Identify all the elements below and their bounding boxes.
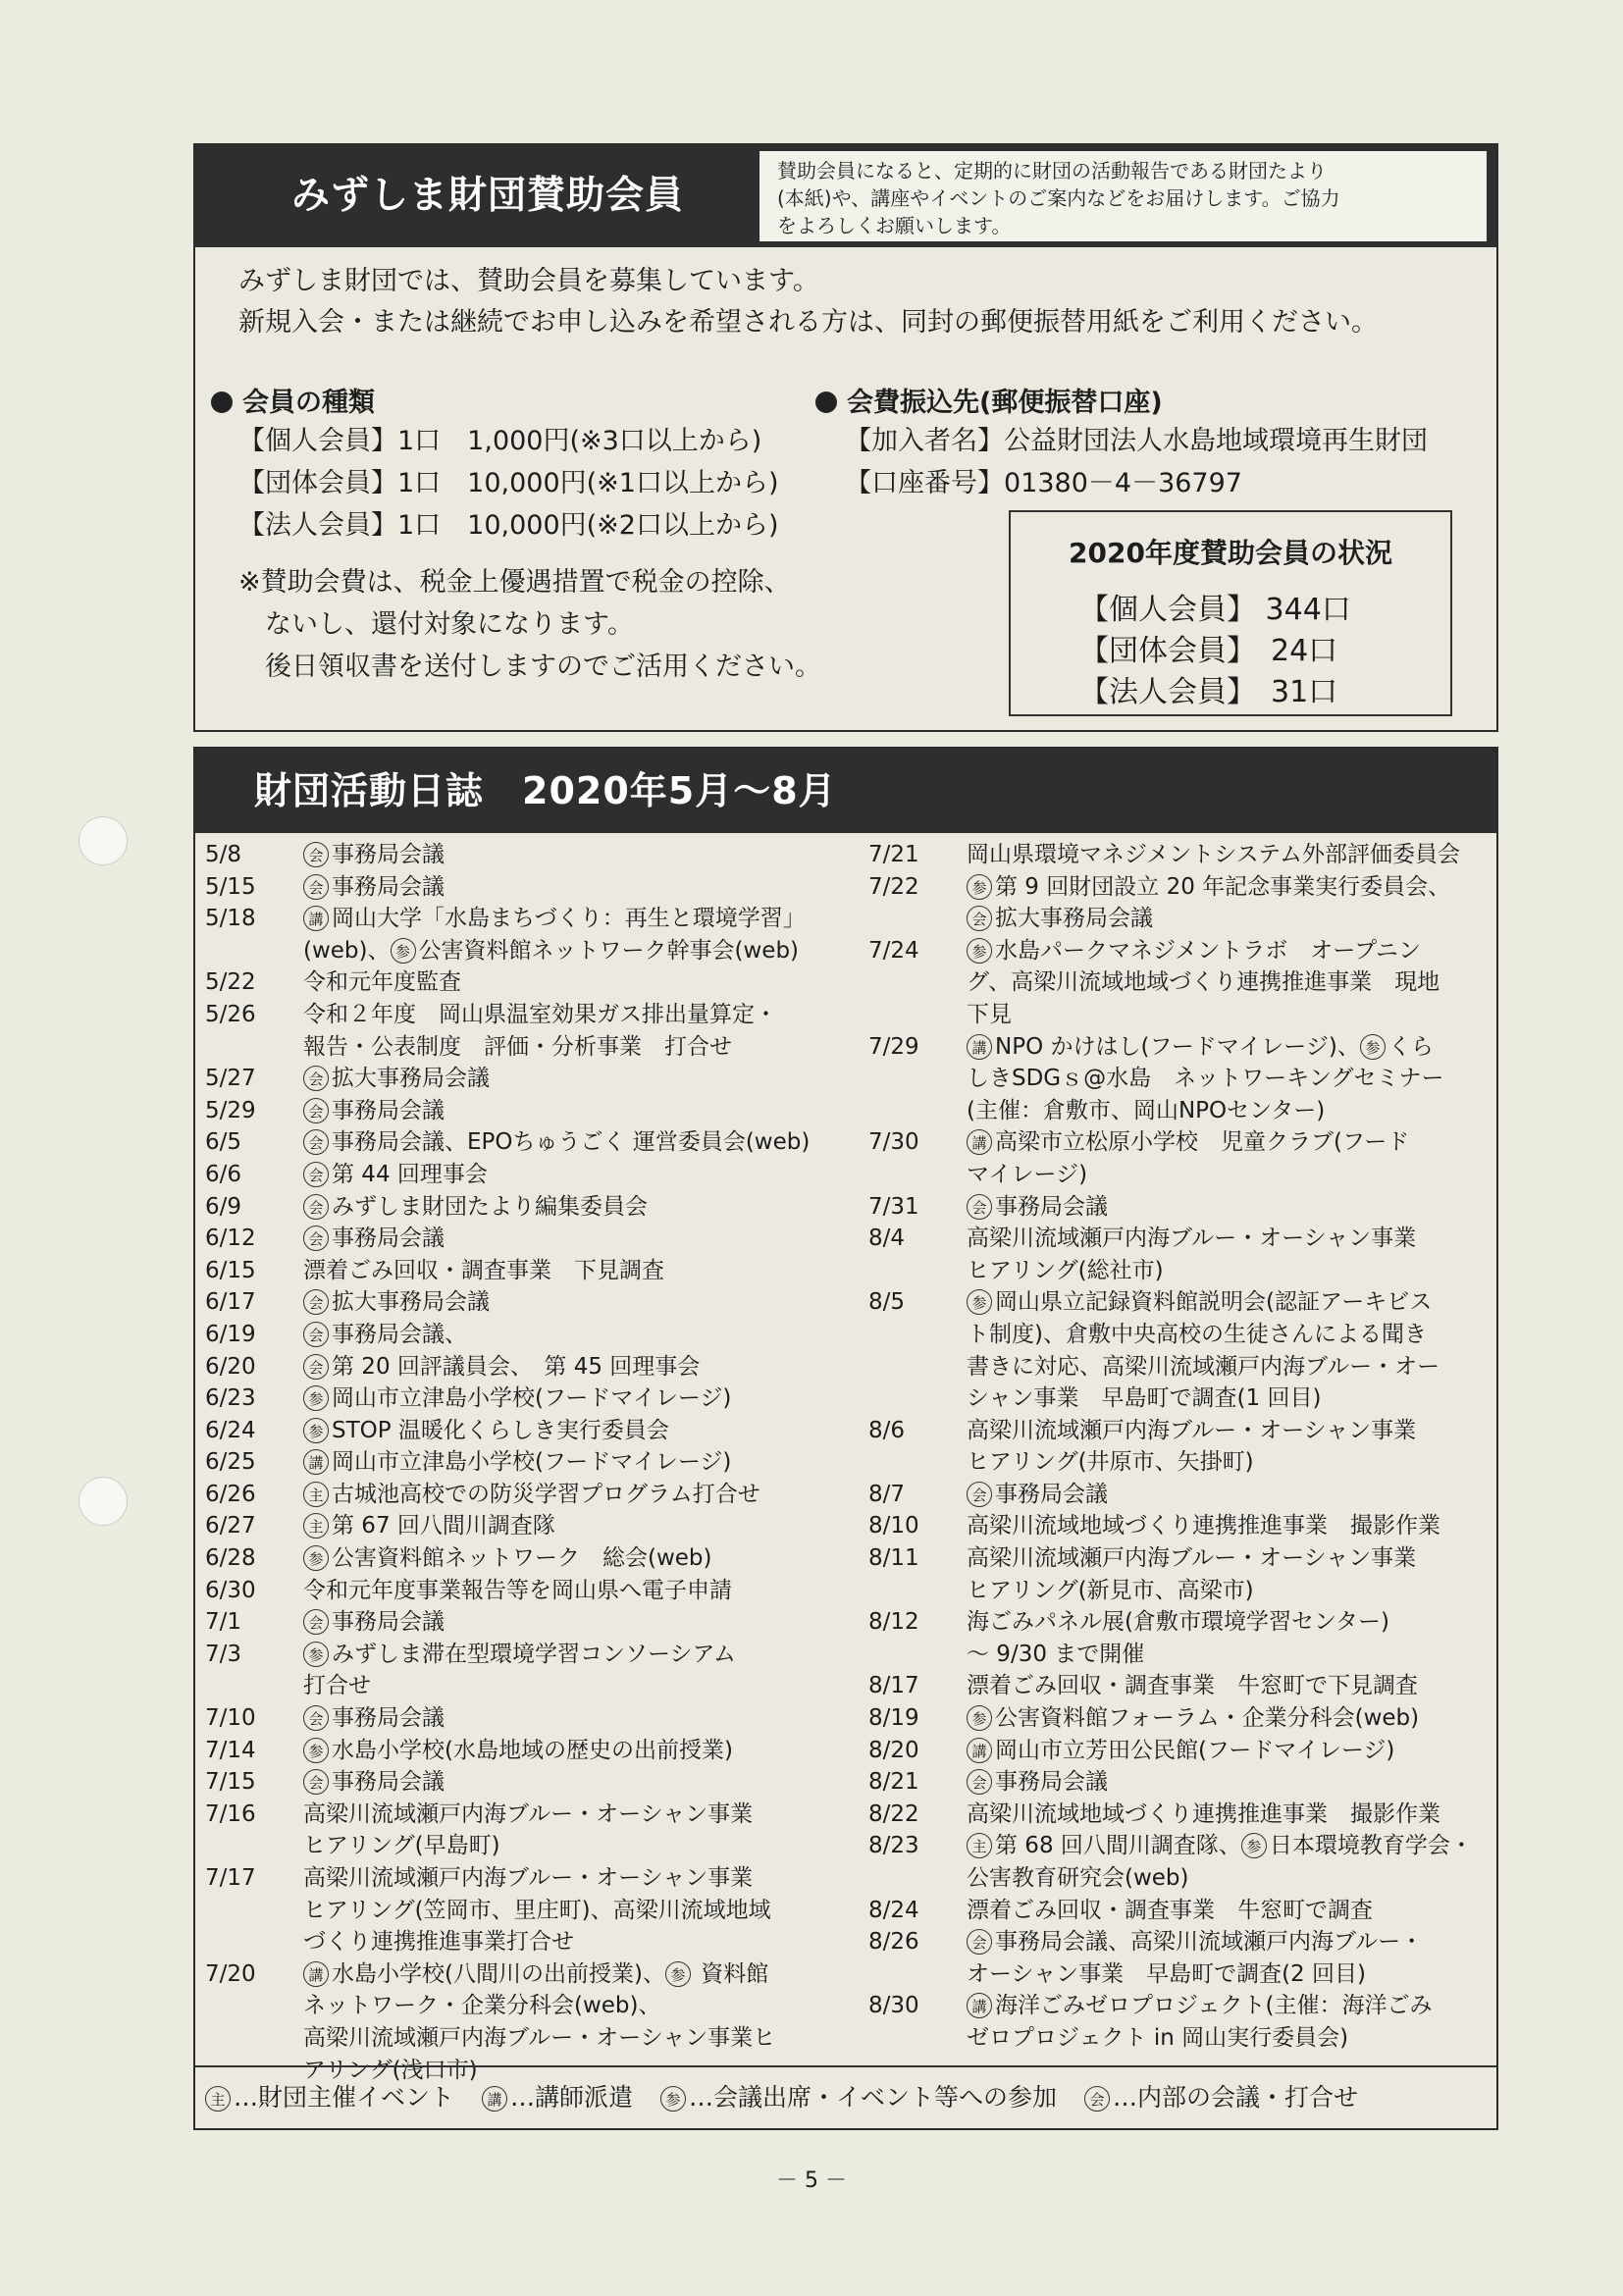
activity-diary-box bbox=[193, 747, 1498, 2130]
entry-date: 6/27 bbox=[205, 1513, 256, 1539]
entry-text: 高梁川流域地域づくり連携推進事業 撮影作業 bbox=[967, 1800, 1440, 1827]
diary-entry bbox=[205, 1126, 843, 1159]
entry-date: 6/20 bbox=[205, 1353, 256, 1380]
entry-date: 8/24 bbox=[868, 1897, 919, 1923]
entry-text: 会 事務局会議 bbox=[303, 1766, 843, 1799]
entry-text: 令和元年度事業報告等を岡山県へ電子申請 bbox=[303, 1577, 732, 1603]
mark-icon: 参 bbox=[660, 2086, 686, 2112]
diary-entry bbox=[868, 1191, 1496, 1224]
diary-entry bbox=[205, 1255, 843, 1287]
tax-note bbox=[238, 561, 821, 688]
diary-entry bbox=[868, 1126, 1496, 1190]
entry-date: 8/4 bbox=[868, 1226, 906, 1252]
diary-entry bbox=[868, 1766, 1496, 1799]
entry-text: 高梁川流域瀬戸内海ブルー・オーシャン事業 ヒアリング(早島町) bbox=[303, 1800, 754, 1859]
mark-icon: 参 bbox=[303, 1385, 329, 1411]
entry-text: 漂着ごみ回収・調査事業 牛窓町で調査 bbox=[967, 1897, 1373, 1923]
entry-text: 講 水島小学校(八間川の出前授業)、 参 資料館 ネットワーク・企業分科会(web)、 高梁川流域瀬戸内海ブルー・オーシャン事業ヒ アリング(浅口市) bbox=[303, 1960, 776, 2083]
entry-date: 5/15 bbox=[205, 873, 256, 900]
entry-date: 7/15 bbox=[205, 1769, 256, 1796]
diary-entry bbox=[868, 1542, 1496, 1606]
entry-text: 会 第 44 回理事会 bbox=[303, 1159, 843, 1191]
mark-icon: 会 bbox=[303, 874, 329, 900]
intro-line: 賛助会員になると、定期的に財団の活動報告である財団たより bbox=[777, 159, 1327, 183]
diary-column-left bbox=[205, 839, 843, 2086]
diary-title: 財団活動日誌 2020年5月～8月 bbox=[195, 749, 1496, 833]
entry-text: 会 事務局会議、EPOちゅうごく 運営委員会(web) bbox=[303, 1126, 843, 1159]
entry-text: 高梁川流域地域づくり連携推進事業 撮影作業 bbox=[967, 1513, 1440, 1539]
mark-icon: 会 bbox=[303, 1194, 329, 1220]
entry-text: 高梁川流域瀬戸内海ブルー・オーシャン事業 ヒアリング(総社市) bbox=[967, 1226, 1417, 1283]
member-types-list bbox=[238, 420, 779, 547]
mark-icon: 会 bbox=[967, 1482, 992, 1507]
legend-label: …講師派遣 bbox=[510, 2083, 634, 2112]
entry-text: 会 みずしま財団たより編集委員会 bbox=[303, 1191, 843, 1224]
entry-date: 6/9 bbox=[205, 1193, 242, 1220]
member-status-row: 【法人会員】 31口 bbox=[1079, 675, 1338, 709]
mark-icon: 参 bbox=[303, 1418, 329, 1443]
entry-text: 会 事務局会議 bbox=[303, 1606, 843, 1639]
legend-label: …財団主催イベント bbox=[234, 2083, 455, 2112]
diary-entry bbox=[868, 1990, 1496, 2054]
member-status-row: 【個人会員】 344口 bbox=[1079, 593, 1351, 627]
entry-text: 参 岡山市立津島小学校(フードマイレージ) bbox=[303, 1383, 843, 1415]
entry-date: 7/30 bbox=[868, 1129, 919, 1156]
legend-item bbox=[482, 2083, 633, 2112]
entry-text: 参 岡山県立記録資料館説明会(認証アーキビス ト制度)、倉敷中央高校の生徒さんによる聞き 書きに対応、高梁川流域瀬戸内海ブルー・オー シャン事業 早島町で調査(1 回目) bbox=[967, 1289, 1440, 1412]
mark-icon: 講 bbox=[967, 1738, 992, 1763]
intro-line: をよろしくお願いします。 bbox=[777, 214, 1012, 237]
mark-icon: 会 bbox=[303, 1609, 329, 1635]
member-types-title: 会員の種類 bbox=[211, 381, 375, 419]
entry-date: 5/18 bbox=[205, 906, 256, 932]
entry-date: 7/20 bbox=[205, 1960, 256, 1987]
mark-icon: 参 bbox=[665, 1961, 691, 1987]
diary-entry bbox=[868, 839, 1496, 871]
mark-icon: 会 bbox=[303, 1098, 329, 1123]
entry-text: 参 みずしま滞在型環境学習コンソーシアム 打合せ bbox=[303, 1641, 736, 1699]
entry-date: 8/21 bbox=[868, 1769, 919, 1796]
entry-date: 7/14 bbox=[205, 1737, 256, 1763]
entry-date: 6/15 bbox=[205, 1257, 256, 1283]
diary-entry bbox=[205, 839, 843, 871]
entry-date: 8/19 bbox=[868, 1705, 919, 1732]
entry-text: 会 事務局会議 bbox=[303, 1702, 843, 1735]
sponsor-lead bbox=[238, 261, 1378, 343]
diary-entry bbox=[868, 871, 1496, 935]
mark-icon: 参 bbox=[967, 874, 992, 900]
entry-date: 5/27 bbox=[205, 1066, 256, 1092]
mark-icon: 会 bbox=[303, 1769, 329, 1795]
entry-date: 6/30 bbox=[205, 1577, 256, 1603]
diary-entry bbox=[205, 1702, 843, 1735]
entry-date: 7/10 bbox=[205, 1705, 256, 1732]
entry-date: 6/25 bbox=[205, 1449, 256, 1476]
bullet-icon bbox=[211, 391, 233, 413]
diary-entry bbox=[205, 1766, 843, 1799]
entry-date: 8/7 bbox=[868, 1481, 906, 1507]
mark-icon: 講 bbox=[967, 1993, 992, 2018]
mark-icon: 主 bbox=[303, 1513, 329, 1539]
entry-date: 8/20 bbox=[868, 1737, 919, 1763]
mark-icon: 会 bbox=[967, 1929, 992, 1955]
entry-date: 7/1 bbox=[205, 1609, 242, 1636]
diary-entry bbox=[868, 1479, 1496, 1511]
entry-date: 6/5 bbox=[205, 1129, 242, 1156]
entry-date: 8/11 bbox=[868, 1545, 919, 1572]
diary-entry bbox=[205, 1639, 843, 1702]
diary-entry bbox=[868, 1031, 1496, 1127]
mark-icon: 参 bbox=[303, 1545, 329, 1571]
entry-text: 参 公害資料館ネットワーク 総会(web) bbox=[303, 1542, 843, 1575]
entry-date: 8/30 bbox=[868, 1993, 919, 2019]
member-type: 【個人会員】1口 1,000円(※3口以上から) bbox=[238, 426, 762, 456]
mark-icon: 講 bbox=[967, 1034, 992, 1060]
entry-text: 会 拡大事務局会議 bbox=[303, 1063, 843, 1095]
diary-entry bbox=[205, 1383, 843, 1415]
mark-icon: 主 bbox=[303, 1482, 329, 1507]
mark-icon: 主 bbox=[205, 2086, 231, 2112]
diary-entry bbox=[868, 1926, 1496, 1990]
legend-item bbox=[205, 2083, 454, 2112]
member-type: 【法人会員】1口 10,000円(※2口以上から) bbox=[238, 510, 779, 541]
entry-text: 岡山県環境マネジメントシステム外部評価委員会 bbox=[967, 842, 1461, 867]
entry-date: 7/29 bbox=[868, 1033, 919, 1060]
entry-date: 5/26 bbox=[205, 1001, 256, 1027]
entry-text: 主 第 68 回八間川調査隊、 参 日本環境教育学会・ 公害教育研究会(web) bbox=[967, 1833, 1473, 1891]
payment-line: 【加入者名】公益財団法人水島地域環境再生財団 bbox=[845, 426, 1428, 456]
member-status-title: 2020年度賛助会員の状況 bbox=[1069, 537, 1392, 569]
mark-icon: 参 bbox=[1360, 1034, 1386, 1060]
entry-date: 8/5 bbox=[868, 1289, 906, 1316]
bullet-icon bbox=[815, 391, 837, 413]
mark-icon: 会 bbox=[303, 1162, 329, 1187]
entry-date: 7/31 bbox=[868, 1193, 919, 1220]
legend-item bbox=[1084, 2083, 1358, 2112]
diary-entry bbox=[205, 966, 843, 999]
entry-text: 令和元年度監査 bbox=[303, 969, 461, 996]
entry-date: 6/17 bbox=[205, 1289, 256, 1316]
mark-icon: 参 bbox=[967, 1289, 992, 1315]
diary-entry bbox=[205, 1319, 843, 1351]
payment-line: 【口座番号】01380－4－36797 bbox=[845, 468, 1242, 498]
entry-text: 会 事務局会議、高梁川流域瀬戸内海ブルー・ オーシャン事業 早島町で調査(2 回目) bbox=[967, 1929, 1424, 1987]
mark-icon: 参 bbox=[303, 1738, 329, 1763]
entry-text: 講 岡山大学「水島まちづくり：再生と環境学習」 (web)、 参 公害資料館ネットワーク幹事会(web) bbox=[303, 906, 806, 964]
diary-entry bbox=[205, 1351, 843, 1383]
tax-note-line: 後日領収書を送付しますのでご活用ください。 bbox=[238, 652, 821, 682]
entry-text: 講 岡山市立芳田公民館(フードマイレージ) bbox=[967, 1735, 1496, 1767]
entry-text: 講 海洋ごみゼロプロジェクト(主催：海洋ごみ ゼロプロジェクト in 岡山実行委員会) bbox=[967, 1993, 1433, 2051]
entry-text: 参 水島小学校(水島地域の歴史の出前授業) bbox=[303, 1735, 843, 1767]
entry-date: 8/23 bbox=[868, 1833, 919, 1859]
entry-date: 8/6 bbox=[868, 1417, 906, 1443]
diary-entry bbox=[868, 1830, 1496, 1894]
entry-text: 会 事務局会議 bbox=[303, 1223, 843, 1255]
page-number: － 5 － bbox=[776, 2168, 847, 2193]
legend-label: …会議出席・イベント等への参加 bbox=[689, 2083, 1058, 2112]
entry-text: 主 古城池高校での防災学習プログラム打合せ bbox=[303, 1479, 843, 1511]
entry-text: 令和２年度 岡山県温室効果ガス排出量算定・ 報告・公表制度 評価・分析事業 打合せ bbox=[303, 1001, 777, 1060]
legend-item bbox=[660, 2083, 1057, 2112]
diary-entry bbox=[868, 1286, 1496, 1414]
entry-date: 6/19 bbox=[205, 1321, 256, 1347]
member-status-row: 【団体会員】 24口 bbox=[1079, 634, 1338, 668]
diary-entry bbox=[205, 1446, 843, 1479]
diary-entry bbox=[205, 1510, 843, 1542]
diary-entry bbox=[205, 1735, 843, 1767]
mark-icon: 会 bbox=[303, 1705, 329, 1731]
diary-entry bbox=[205, 871, 843, 904]
mark-icon: 参 bbox=[967, 1705, 992, 1731]
diary-entry bbox=[205, 1862, 843, 1958]
mark-legend bbox=[195, 2065, 1496, 2128]
entry-text: 漂着ごみ回収・調査事業 下見調査 bbox=[303, 1257, 664, 1283]
entry-text: 参 公害資料館フォーラム・企業分科会(web) bbox=[967, 1702, 1496, 1735]
entry-date: 8/26 bbox=[868, 1929, 919, 1956]
diary-entry bbox=[205, 1063, 843, 1095]
diary-entry bbox=[868, 1702, 1496, 1735]
legend-label: …内部の会議・打合せ bbox=[1113, 2083, 1359, 2112]
mark-icon: 会 bbox=[303, 1226, 329, 1251]
diary-entry bbox=[868, 1735, 1496, 1767]
diary-entry bbox=[205, 1415, 843, 1447]
entry-text: 会 事務局会議 bbox=[967, 1766, 1496, 1799]
entry-date: 6/24 bbox=[205, 1417, 256, 1443]
entry-date: 7/3 bbox=[205, 1641, 242, 1667]
payment-title: 会費振込先(郵便振替口座) bbox=[815, 381, 1163, 419]
payment-info bbox=[845, 420, 1428, 504]
entry-text: 参 STOP 温暖化くらしき実行委員会 bbox=[303, 1415, 843, 1447]
diary-entry bbox=[868, 1606, 1496, 1670]
entry-text: 海ごみパネル展(倉敷市環境学習センター) ～ 9/30 まで開催 bbox=[967, 1609, 1390, 1667]
diary-entry bbox=[868, 1415, 1496, 1479]
entry-text: 会 事務局会議 bbox=[303, 1095, 843, 1127]
diary-entry bbox=[205, 1095, 843, 1127]
mark-icon: 会 bbox=[303, 1354, 329, 1380]
diary-entry bbox=[205, 1286, 843, 1319]
diary-entry bbox=[205, 1606, 843, 1639]
entry-date: 6/23 bbox=[205, 1385, 256, 1412]
member-type: 【団体会員】1口 10,000円(※1口以上から) bbox=[238, 468, 779, 498]
diary-entry bbox=[868, 1895, 1496, 1927]
entry-date: 8/22 bbox=[868, 1800, 919, 1827]
intro-line: (本紙)や、講座やイベントのご案内などをお届けします。ご協力 bbox=[777, 186, 1340, 210]
mark-icon: 会 bbox=[303, 1066, 329, 1091]
entry-text: 主 第 67 回八間川調査隊 bbox=[303, 1510, 843, 1542]
mark-icon: 参 bbox=[303, 1642, 329, 1667]
entry-date: 7/17 bbox=[205, 1865, 256, 1891]
diary-entry bbox=[205, 1223, 843, 1255]
entry-text: 講 高梁市立松原小学校 児童クラブ(フード マイレージ) bbox=[967, 1129, 1410, 1187]
entry-date: 6/28 bbox=[205, 1545, 256, 1572]
entry-date: 7/22 bbox=[868, 873, 919, 900]
diary-entry bbox=[868, 935, 1496, 1031]
sponsor-box bbox=[193, 143, 1498, 732]
diary-entry bbox=[868, 1223, 1496, 1286]
entry-text: 講 NPO かけはし(フードマイレージ)、 参 くら しきSDGｓ@水島 ネットワーキングセミナー (主催：倉敷市、岡山NPOセンター) bbox=[967, 1033, 1444, 1123]
mark-icon: 講 bbox=[482, 2086, 507, 2112]
mark-icon: 参 bbox=[1241, 1833, 1267, 1858]
mark-icon: 会 bbox=[967, 1194, 992, 1220]
diary-entry bbox=[205, 1479, 843, 1511]
diary-entry bbox=[205, 903, 843, 966]
mark-icon: 会 bbox=[967, 906, 992, 931]
mark-icon: 会 bbox=[303, 842, 329, 867]
member-status-box bbox=[1009, 510, 1452, 716]
tax-note-line: ※賛助会費は、税金上優遇措置で税金の控除、 bbox=[238, 567, 791, 598]
punch-hole-top bbox=[79, 816, 128, 865]
entry-date: 8/12 bbox=[868, 1609, 919, 1636]
sponsor-intro bbox=[750, 145, 1496, 247]
mark-icon: 講 bbox=[303, 1961, 329, 1987]
entry-date: 5/22 bbox=[205, 969, 256, 996]
entry-date: 5/8 bbox=[205, 842, 242, 867]
entry-date: 7/24 bbox=[868, 937, 919, 964]
sponsor-title: みずしま財団賛助会員 bbox=[195, 145, 750, 247]
entry-text: 高梁川流域瀬戸内海ブルー・オーシャン事業 ヒアリング(井原市、矢掛町) bbox=[967, 1417, 1417, 1476]
punch-hole-bottom bbox=[79, 1477, 128, 1526]
diary-entry bbox=[205, 1542, 843, 1575]
diary-entry bbox=[205, 999, 843, 1063]
entry-date: 6/6 bbox=[205, 1161, 242, 1187]
mark-icon: 会 bbox=[303, 1289, 329, 1315]
diary-column-right bbox=[868, 839, 1496, 2055]
entry-text: 漂着ごみ回収・調査事業 牛窓町で下見調査 bbox=[967, 1673, 1418, 1699]
diary-entry bbox=[205, 1799, 843, 1862]
entry-text: 会 事務局会議 bbox=[303, 839, 843, 871]
mark-icon: 講 bbox=[303, 1449, 329, 1475]
lead-line: みずしま財団では、賛助会員を募集しています。 bbox=[238, 266, 819, 296]
entry-date: 7/21 bbox=[868, 842, 919, 867]
entry-text: 会 拡大事務局会議 bbox=[303, 1286, 843, 1319]
entry-date: 8/17 bbox=[868, 1673, 919, 1699]
entry-text: 会 事務局会議 bbox=[967, 1191, 1496, 1224]
diary-entry bbox=[205, 1191, 843, 1224]
mark-icon: 講 bbox=[303, 906, 329, 931]
entry-text: 講 岡山市立津島小学校(フードマイレージ) bbox=[303, 1446, 843, 1479]
diary-entry bbox=[205, 1159, 843, 1191]
mark-icon: 会 bbox=[1084, 2086, 1110, 2112]
entry-text: 会 事務局会議 bbox=[303, 871, 843, 904]
entry-text: 高梁川流域瀬戸内海ブルー・オーシャン事業 ヒアリング(新見市、高梁市) bbox=[967, 1545, 1417, 1603]
diary-entry bbox=[205, 1575, 843, 1607]
entry-text: 参 第 9 回財団設立 20 年記念事業実行委員会、 会 拡大事務局会議 bbox=[967, 871, 1496, 935]
entry-date: 6/12 bbox=[205, 1226, 256, 1252]
lead-line: 新規入会・または継続でお申し込みを希望される方は、同封の郵便振替用紙をご利用ください。 bbox=[238, 307, 1378, 338]
entry-date: 8/10 bbox=[868, 1513, 919, 1539]
entry-text: 会 第 20 回評議員会、 第 45 回理事会 bbox=[303, 1351, 843, 1383]
entry-text: 会 事務局会議 bbox=[967, 1479, 1496, 1511]
entry-text: 会 事務局会議、 bbox=[303, 1319, 843, 1351]
diary-entry bbox=[868, 1799, 1496, 1831]
mark-icon: 会 bbox=[303, 1322, 329, 1347]
entry-date: 5/29 bbox=[205, 1097, 256, 1123]
mark-icon: 会 bbox=[967, 1769, 992, 1795]
tax-note-line: ないし、還付対象になります。 bbox=[238, 609, 634, 640]
entry-text: 高梁川流域瀬戸内海ブルー・オーシャン事業 ヒアリング(笠岡市、里庄町)、高梁川流域地域 づくり連携推進事業打合せ bbox=[303, 1865, 771, 1956]
mark-icon: 会 bbox=[303, 1129, 329, 1155]
diary-entry bbox=[868, 1510, 1496, 1542]
diary-entry bbox=[868, 1670, 1496, 1702]
entry-text: 参 水島パークマネジメントラボ オープニン グ、高梁川流域地域づくり連携推進事業 現地 下見 bbox=[967, 937, 1440, 1027]
mark-icon: 講 bbox=[967, 1129, 992, 1155]
mark-icon: 参 bbox=[967, 938, 992, 964]
entry-date: 7/16 bbox=[205, 1800, 256, 1827]
mark-icon: 参 bbox=[391, 938, 416, 964]
mark-icon: 主 bbox=[967, 1833, 992, 1858]
entry-date: 6/26 bbox=[205, 1481, 256, 1507]
